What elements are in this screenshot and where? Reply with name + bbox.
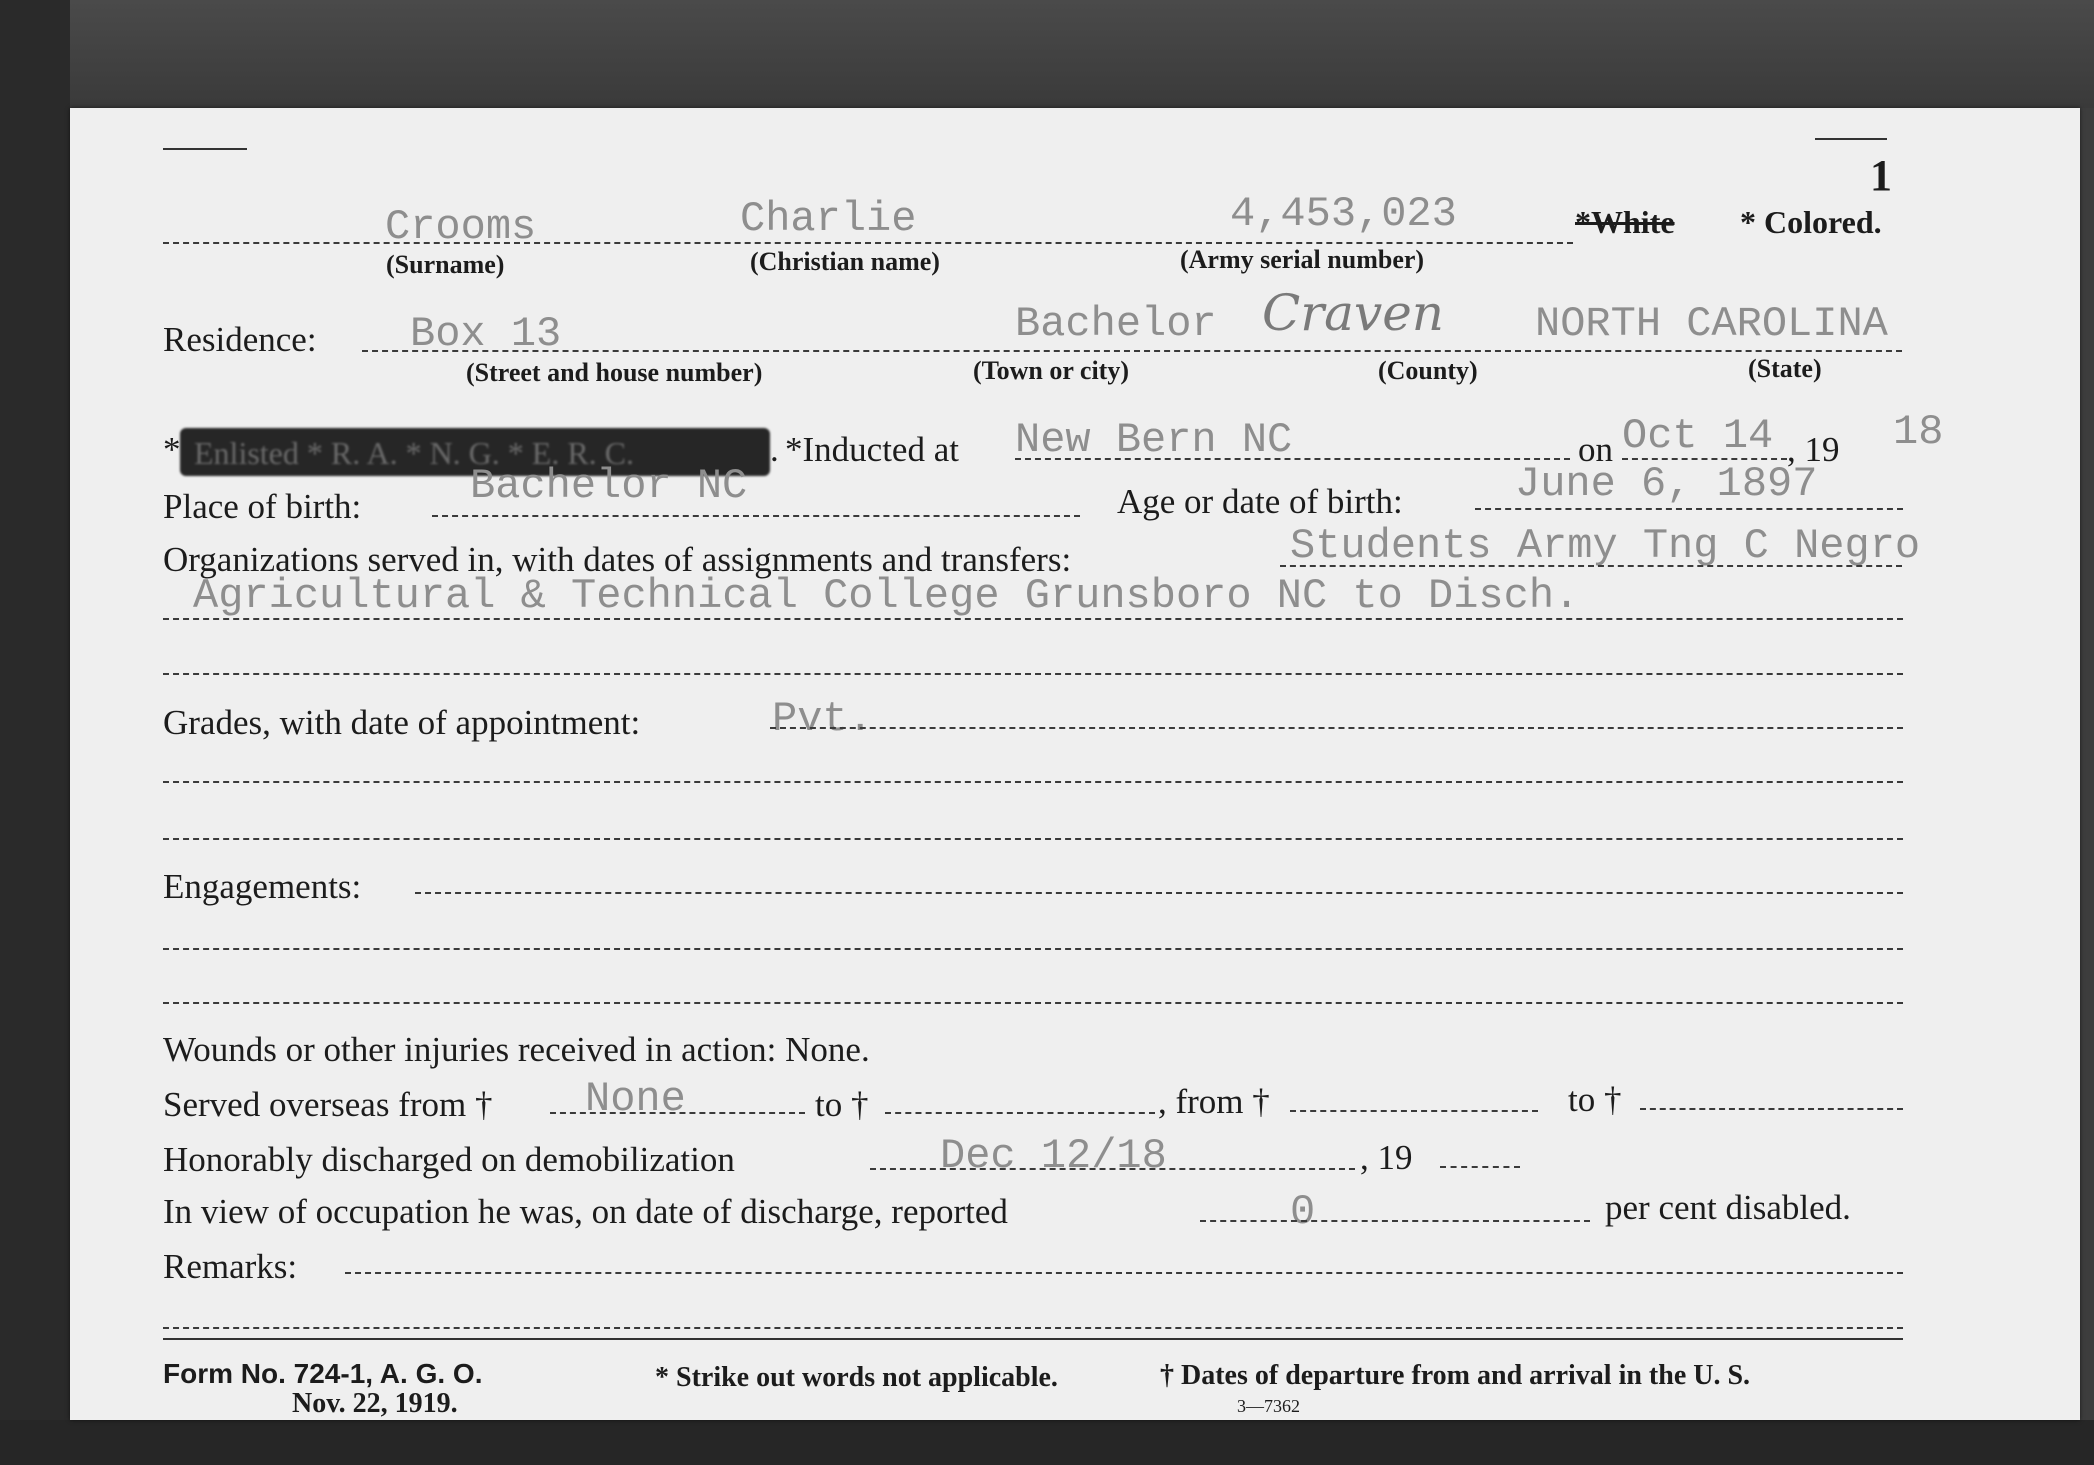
organizations-line2-value: Agricultural & Technical College Grunsboro NC to Disch. [193, 572, 1580, 620]
discharge-year-line [1440, 1166, 1520, 1168]
served-overseas-from-value: None [585, 1075, 686, 1123]
street-caption: (Street and house number) [466, 358, 763, 387]
scan-background-left [0, 0, 70, 1465]
inducted-place-value: New Bern NC [1015, 416, 1293, 464]
scan-background-top [0, 0, 2094, 108]
serial-number-value: 4,453,023 [1230, 190, 1457, 238]
inducted-place-line [1015, 458, 1570, 460]
place-of-birth-value: Bachelor NC [470, 462, 748, 510]
place-of-birth-line [432, 515, 1080, 517]
residence-state-value: NORTH CAROLINA [1535, 300, 1888, 348]
scan-background-bottom [0, 1420, 2094, 1465]
inducted-label: *Inducted at [785, 430, 959, 469]
grades-line1 [770, 727, 1903, 729]
county-caption: (County) [1378, 356, 1478, 385]
strike-note: * Strike out words not applicable. [655, 1362, 1058, 1393]
remarks-line1 [345, 1272, 1903, 1274]
town-caption: (Town or city) [973, 356, 1129, 385]
induction-date-value: Oct 14 [1622, 412, 1774, 460]
residence-county-value: Craven [1262, 284, 1445, 342]
surname-caption: (Surname) [386, 250, 505, 279]
disability-line [1200, 1220, 1590, 1222]
disability-value: 0 [1290, 1188, 1316, 1236]
christian-name-value: Charlie [740, 195, 917, 243]
residence-line [362, 350, 1902, 352]
discharge-label: Honorably discharged on demobilization [163, 1140, 735, 1179]
overseas-to-line [885, 1112, 1155, 1114]
engagements-line3 [163, 1002, 1903, 1004]
discharge-year-label: , 19 [1360, 1138, 1413, 1177]
disability-suffix: per cent disabled. [1605, 1188, 1851, 1227]
overseas-to2-label: to † [1568, 1080, 1622, 1119]
struck-enlistment-text: Enlisted * R. A. * N. G. * E. R. C. [194, 435, 635, 471]
discharge-date-value: Dec 12/18 [940, 1132, 1167, 1180]
date-of-birth-value: June 6, 1897 [1515, 460, 1818, 508]
wounds-text: Wounds or other injuries received in action: None. [163, 1030, 870, 1069]
grades-value: Pvt. [772, 695, 873, 743]
remarks-line2 [163, 1327, 1903, 1329]
engagements-line2 [163, 948, 1903, 950]
remarks-label: Remarks: [163, 1247, 298, 1286]
discharge-date-line [870, 1168, 1355, 1170]
engagements-line1 [415, 892, 1903, 894]
race-colored: * Colored. [1740, 204, 1882, 240]
organizations-line3 [163, 673, 1903, 675]
card-number: 1 [1870, 151, 1892, 200]
overseas-to-label: to † [815, 1085, 869, 1124]
christian-name-caption: (Christian name) [750, 247, 940, 276]
overseas-to2-line [1640, 1108, 1903, 1110]
grades-line2 [163, 781, 1903, 783]
top-left-mark [163, 148, 247, 150]
disability-label: In view of occupation he was, on date of discharge, reported [163, 1192, 1008, 1231]
race-white-struck: *White [1575, 204, 1675, 240]
print-code: 3—7362 [1237, 1396, 1300, 1416]
surname-value: Crooms [385, 203, 537, 251]
organizations-line1 [1280, 565, 1902, 567]
served-overseas-label: Served overseas from † [163, 1085, 493, 1124]
grades-line3 [163, 838, 1903, 840]
induction-year-value: 18 [1893, 408, 1944, 456]
date-of-birth-label: Age or date of birth: [1117, 482, 1403, 521]
footer-rule [163, 1338, 1903, 1340]
state-caption: (State) [1748, 354, 1822, 383]
serial-number-caption: (Army serial number) [1180, 245, 1425, 274]
top-right-mark [1815, 138, 1887, 140]
enlistment-period: . [770, 430, 779, 469]
overseas-from2-line [1290, 1110, 1538, 1112]
residence-street-value: Box 13 [410, 310, 562, 358]
enlistment-star: * [163, 430, 181, 469]
engagements-label: Engagements: [163, 867, 362, 906]
overseas-from-line [550, 1112, 805, 1114]
grades-label: Grades, with date of appointment: [163, 703, 641, 742]
residence-label: Residence: [163, 320, 317, 359]
name-line [163, 242, 1573, 244]
place-of-birth-label: Place of birth: [163, 487, 362, 526]
form-date: Nov. 22, 1919. [292, 1388, 458, 1419]
on-label: on [1578, 430, 1613, 469]
year-prefix: , 19 [1787, 430, 1840, 469]
dagger-note: † Dates of departure from and arrival in the U. S. [1160, 1360, 1751, 1391]
form-number: Form No. 724-1, A. G. O. [163, 1358, 483, 1389]
overseas-from2-label: , from † [1158, 1082, 1270, 1121]
organizations-label: Organizations served in, with dates of assignments and transfers: [163, 540, 1072, 579]
residence-town-value: Bachelor [1015, 300, 1217, 348]
date-of-birth-line [1475, 508, 1903, 510]
organizations-line1-value: Students Army Tng C Negro [1290, 522, 1921, 570]
organizations-line2 [163, 618, 1903, 620]
